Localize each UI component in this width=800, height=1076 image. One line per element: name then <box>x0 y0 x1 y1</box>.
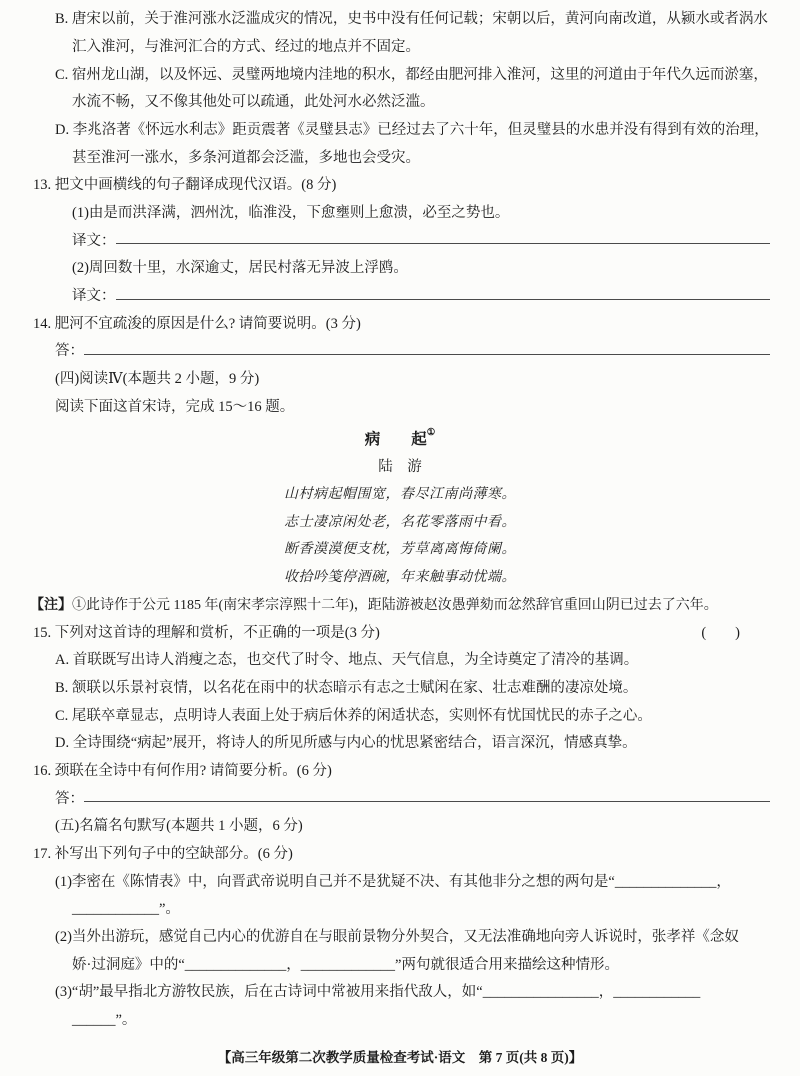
question-13-translation-1 <box>0 225 800 253</box>
poem-title-text: 病 起 <box>364 430 427 448</box>
poem-title <box>0 424 800 452</box>
question-15-option-a: A. 首联既写出诗人消瘦之态，也交代了时令、地点、天气信息，为全诗奠定了清冷的基调。 <box>55 652 639 669</box>
question-15-stem-text: 15. 下列对这首诗的理解和赏析，不正确的一项是(3 分) <box>33 624 380 641</box>
poem-verse-1: 山村病起帽围宽，春尽江南尚薄寒。 <box>284 485 516 502</box>
poem-author: 陆 游 <box>378 458 422 475</box>
poem-verse-4: 收拾吟笺停酒碗，年来触事动忧端。 <box>284 568 516 585</box>
question-14-stem: 14. 肥河不宜疏浚的原因是什么? 请简要说明。(3 分) <box>33 315 361 332</box>
translation-label-2: 译文： <box>72 287 116 304</box>
question-17-part3-line2: ______”。 <box>72 1011 137 1028</box>
page-footer: 【高三年级第二次教学质量检查考试·语文 第 7 页(共 8 页)】 <box>217 1050 583 1066</box>
answer-blank-line <box>84 336 770 355</box>
answer-label: 答： <box>55 790 84 807</box>
answer-label: 答： <box>55 343 84 360</box>
passage-option-b-line1: B. 唐宋以前，关于淮河涨水泛滥成灾的情况，史书中没有任何记载；宋朝以后，黄河向南改道，从颍水或者涡水 <box>55 11 768 28</box>
question-17-part1-line1: (1)李密在《陈情表》中，向晋武帝说明自己并不是犹疑不决、有其他非分之想的两句是“______________， <box>55 873 731 890</box>
question-17-part1-line2: ____________”。 <box>72 901 180 918</box>
question-15-stem <box>0 617 800 645</box>
question-17-part2-line2: 娇·过洞庭》中的“______________，_____________”两句就很适合用来描绘这种情形。 <box>72 956 619 973</box>
passage-option-c-line1: C. 宿州龙山湖，以及怀远、灵璧两地境内洼地的积水，都经由肥河排入淮河，这里的河道由于年代久远而淤塞， <box>55 66 768 83</box>
question-13-part2: (2)周回数十里，水深逾丈，居民村落无异波上浮鸥。 <box>72 260 408 277</box>
question-17-part2-line1: (2)当外出游玩，感觉自己内心的优游自在与眼前景物分外契合，又无法准确地向旁人诉说时，张孝祥《念奴 <box>55 928 739 945</box>
passage-option-b-line2: 汇入淮河，与淮河汇合的方式、经过的地点并不固定。 <box>72 38 420 55</box>
answer-blank-line <box>84 783 770 802</box>
question-15-option-d: D. 全诗围绕“病起”展开，将诗人的所见所感与内心的忧思紧密结合，语言深沉，情感真挚。 <box>55 735 637 752</box>
section-4-header: (四)阅读Ⅳ(本题共 2 小题，9 分) <box>55 370 260 387</box>
passage-option-c-line2: 水流不畅，又不像其他处可以疏通，此处河水必然泛滥。 <box>72 94 435 111</box>
question-17-part3-line1: (3)“胡”最早指北方游牧民族，后在古诗词中常被用来指代敌人，如“________________，____________ <box>55 984 701 1001</box>
answer-blank-line <box>116 225 771 244</box>
translation-label-1: 译文： <box>72 232 116 249</box>
answer-blank-line <box>116 281 771 300</box>
note-text: ①此诗作于公元 1185 年(南宋孝宗淳熙十二年)，距陆游被赵汝愚弹劾而忿然辞官重回山阴已过去了六年。 <box>72 597 718 613</box>
section-5-header: (五)名篇名句默写(本题共 1 小题，6 分) <box>55 818 303 835</box>
question-13-part1: (1)由是而洪泽满，泗州沈，临淮没，下愈壅则上愈溃，必至之势也。 <box>72 204 510 221</box>
question-15-option-c: C. 尾联卒章显志，点明诗人表面上处于病后休养的闲适状态，实则怀有忧国忧民的赤子之心。 <box>55 707 652 724</box>
question-13-translation-2 <box>0 281 800 309</box>
poem-note <box>0 590 800 618</box>
answer-bracket: ( ) <box>701 624 740 641</box>
passage-option-d-line1: D. 李兆洛著《怀远水利志》距贡震著《灵璧县志》已经过去了六十年，但灵璧县的水患并没有得到有效的治理， <box>55 121 769 138</box>
poem-verse-2: 志士凄凉闲处老，名花零落雨中看。 <box>284 513 516 530</box>
passage-option-d-line2: 甚至淮河一涨水，多条河道都会泛滥，多地也会受灾。 <box>72 149 420 166</box>
question-14-answer <box>0 336 800 364</box>
question-16-stem: 16. 颈联在全诗中有何作用? 请简要分析。(6 分) <box>33 763 332 780</box>
poem-title-footnote-mark: ① <box>426 428 436 439</box>
question-15-option-b: B. 颔联以乐景衬哀情，以名花在雨中的状态暗示有志之士赋闲在家、壮志难酬的凄凉处境。 <box>55 680 638 697</box>
poem-verse-3: 断香漠漠便支枕，芳草离离悔倚阑。 <box>284 541 516 558</box>
poem-intro: 阅读下面这首宋诗，完成 15～16 题。 <box>55 398 295 415</box>
question-17-stem: 17. 补写出下列句子中的空缺部分。(6 分) <box>33 846 293 863</box>
question-16-answer <box>0 783 800 811</box>
question-13-stem: 13. 把文中画横线的句子翻译成现代汉语。(8 分) <box>33 177 337 194</box>
note-label: 【注】 <box>30 597 72 613</box>
